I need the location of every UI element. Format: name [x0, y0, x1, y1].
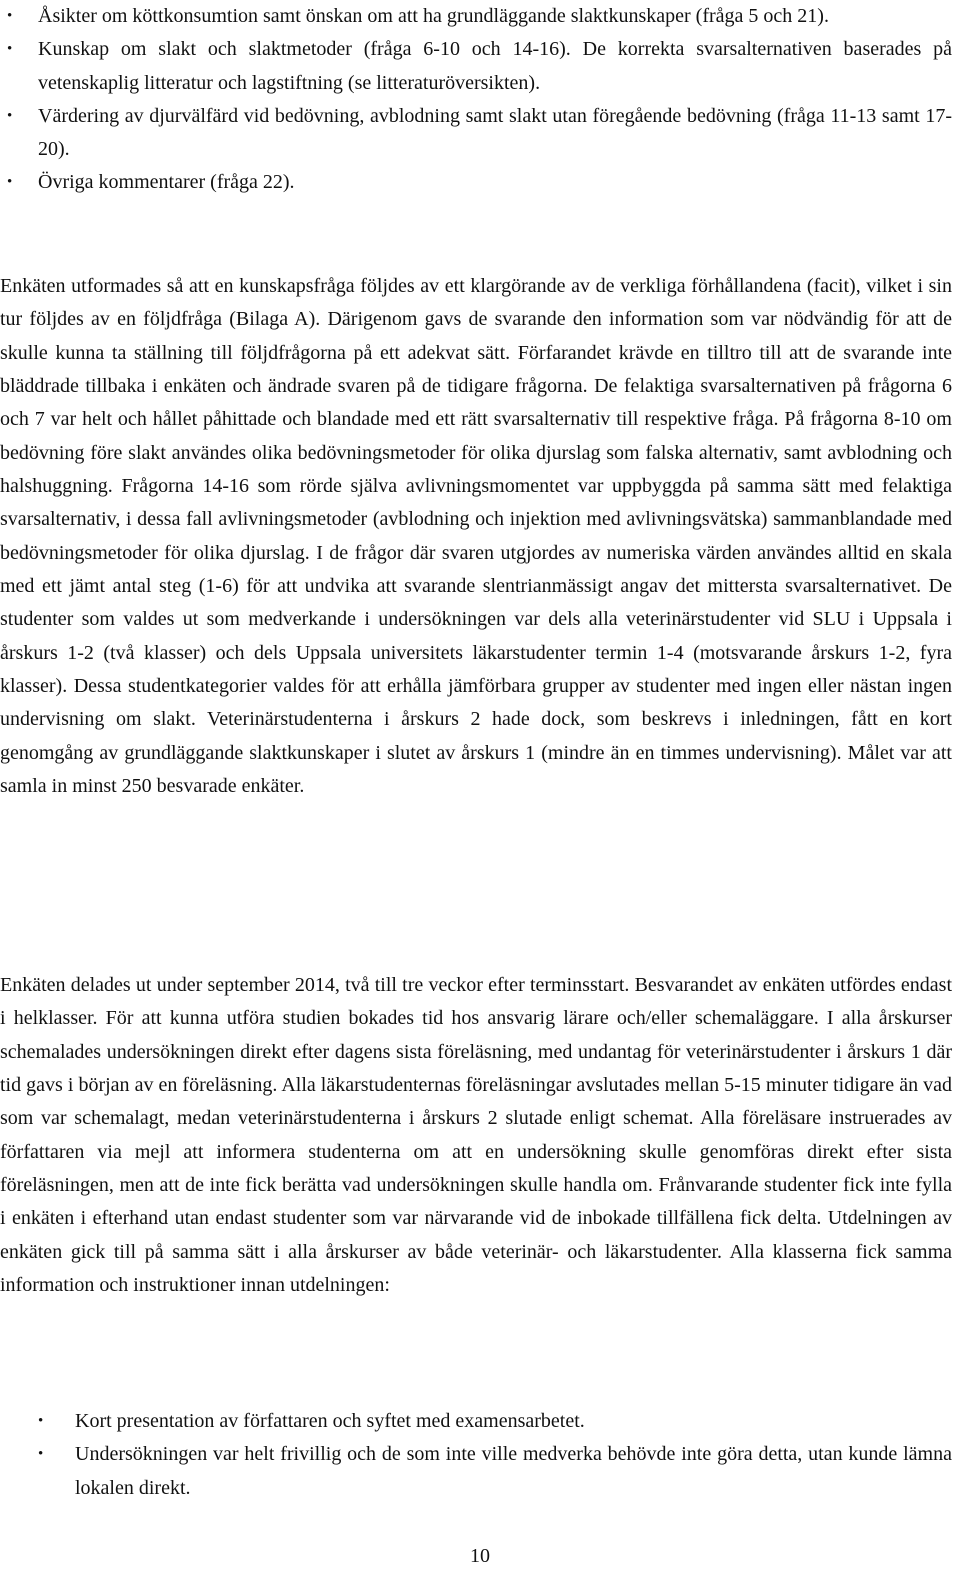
instruction-bullet-list — [38, 1405, 952, 1505]
list-item — [38, 1405, 952, 1438]
bullet-icon: • — [7, 41, 13, 58]
list-item — [7, 166, 952, 199]
list-item — [7, 100, 952, 167]
list-item-text: Undersökningen var helt frivillig och de som inte ville medverka behövde inte göra detta, utan kunde lämna lokalen direkt. — [75, 1443, 952, 1499]
bullet-icon: • — [38, 1446, 44, 1463]
topic-bullet-list — [7, 0, 952, 200]
list-item — [7, 0, 952, 33]
list-item — [38, 1438, 952, 1505]
bullet-icon: • — [38, 1413, 44, 1429]
bullet-icon: • — [7, 107, 13, 124]
list-item-text: Kort presentation av författaren och syftet med examensarbetet. — [75, 1410, 585, 1432]
list-item-text: Åsikter om köttkonsumtion samt önskan om att ha grundläggande slaktkunskaper (fråga 5 och 21). — [38, 5, 829, 27]
list-item-text: Kunskap om slakt och slaktmetoder (fråga 6-10 och 14-16). De korrekta svarsalternativen baserades på vetenskaplig litteratur och lagstiftning (se litteraturöversikten). — [38, 38, 952, 94]
bullet-icon: • — [7, 174, 13, 191]
page-number: 10 — [470, 1545, 490, 1567]
list-item-text: Övriga kommentarer (fråga 22). — [38, 171, 295, 194]
list-item — [7, 33, 952, 100]
body-paragraph: Enkäten utformades så att en kunskapsfråga följdes av ett klargörande av de verkliga förhållandena (facit), vilket i sin tur följdes av en följdfråga (Bilaga A). Därigenom gavs de svarande den information som var nödvändig för att de skulle kunna ta ställning till följdfrågorna på ett adekvat sätt. Förfarandet krävde en tilltro till att de svarande inte bläddrade tillbaka i enkäten och ändrade svaren på de tidigare frågorna. De felaktiga svarsalternativen på frågorna 6 och 7 var helt och hållet påhittade och blandade med ett rätt svarsalternativ till respektive fråga. På frågorna 8-10 om bedövning före slakt användes olika bedövningsmetoder för olika djurslag som falska alternativ, samt avblodning och halshuggning. Frågorna 14-16 som rörde själva avlivningsmomentet var uppbyggda på samma sätt med felaktiga svarsalternativ, i dessa fall avlivningsmetoder (avblodning och injektion med avlivningsvätska) sammanblandade med bedövningsmetoder för olika djurslag. I de frågor där svaren utgjordes av numeriska värden användes alltid en skala med ett jämt antal steg (1-6) för att undvika att svarande slentrianmässigt angav det mittersta svarsalternativet. De studenter som valdes ut som medverkande i undersökningen var dels alla veterinärstudenter vid SLU i Uppsala i årskurs 1-2 (två klasser) och dels Uppsala universitets läkarstudenter termin 1-4 (motsvarande årskurs 1-2, fyra klasser). Dessa studentkategorier valdes för att erhålla jämförbara grupper av studenter med ingen eller nästan ingen undervisning om slakt. Veterinärstudenterna i årskurs 2 hade dock, som beskrevs i inledningen, fått en kort genomgång av grundläggande slaktkunskaper i slutet av årskurs 1 (mindre än en timmes undervisning). Målet var att samla in minst 250 besvarade enkäter. — [0, 275, 952, 798]
body-paragraph: Enkäten delades ut under september 2014, två till tre veckor efter terminsstart. Besvarandet av enkäten utfördes endast i helklasser. För att kunna utföra studien bokades tid hos ansvarig lärare och/eller schemaläggare. I alla årskurser schemalades undersökningen direkt efter dagens sista föreläsning, med undantag för veterinärstudenter i årskurs 1 där tid gavs i början av en föreläsning. Alla läkarstudenternas föreläsningar avslutades mellan 5-15 minuter tidigare än vad som var schemalagt, medan veterinärstudenterna i årskurs 2 slutade enligt schemat. Alla föreläsare instruerades av författaren via mejl att informera studenterna om att en undersökning skulle genomföras direkt efter sista föreläsningen, men att de inte fick berätta vad undersökningen skulle handla om. Frånvarande studenter fick inte fylla i enkäten i efterhand utan endast studenter som var närvarande vid de inbokade tillfällena fick delta. Utdelningen av enkäten gick till på samma sätt i alla årskurser av både veterinär- och läkarstudenter. Alla klasserna fick samma information och instruktioner innan utdelningen: — [0, 974, 952, 1297]
bullet-icon: • — [7, 8, 13, 24]
list-item-text: Värdering av djurvälfärd vid bedövning, avblodning samt slakt utan föregående bedövning (fråga 11-13 samt 17-20). — [38, 104, 952, 161]
